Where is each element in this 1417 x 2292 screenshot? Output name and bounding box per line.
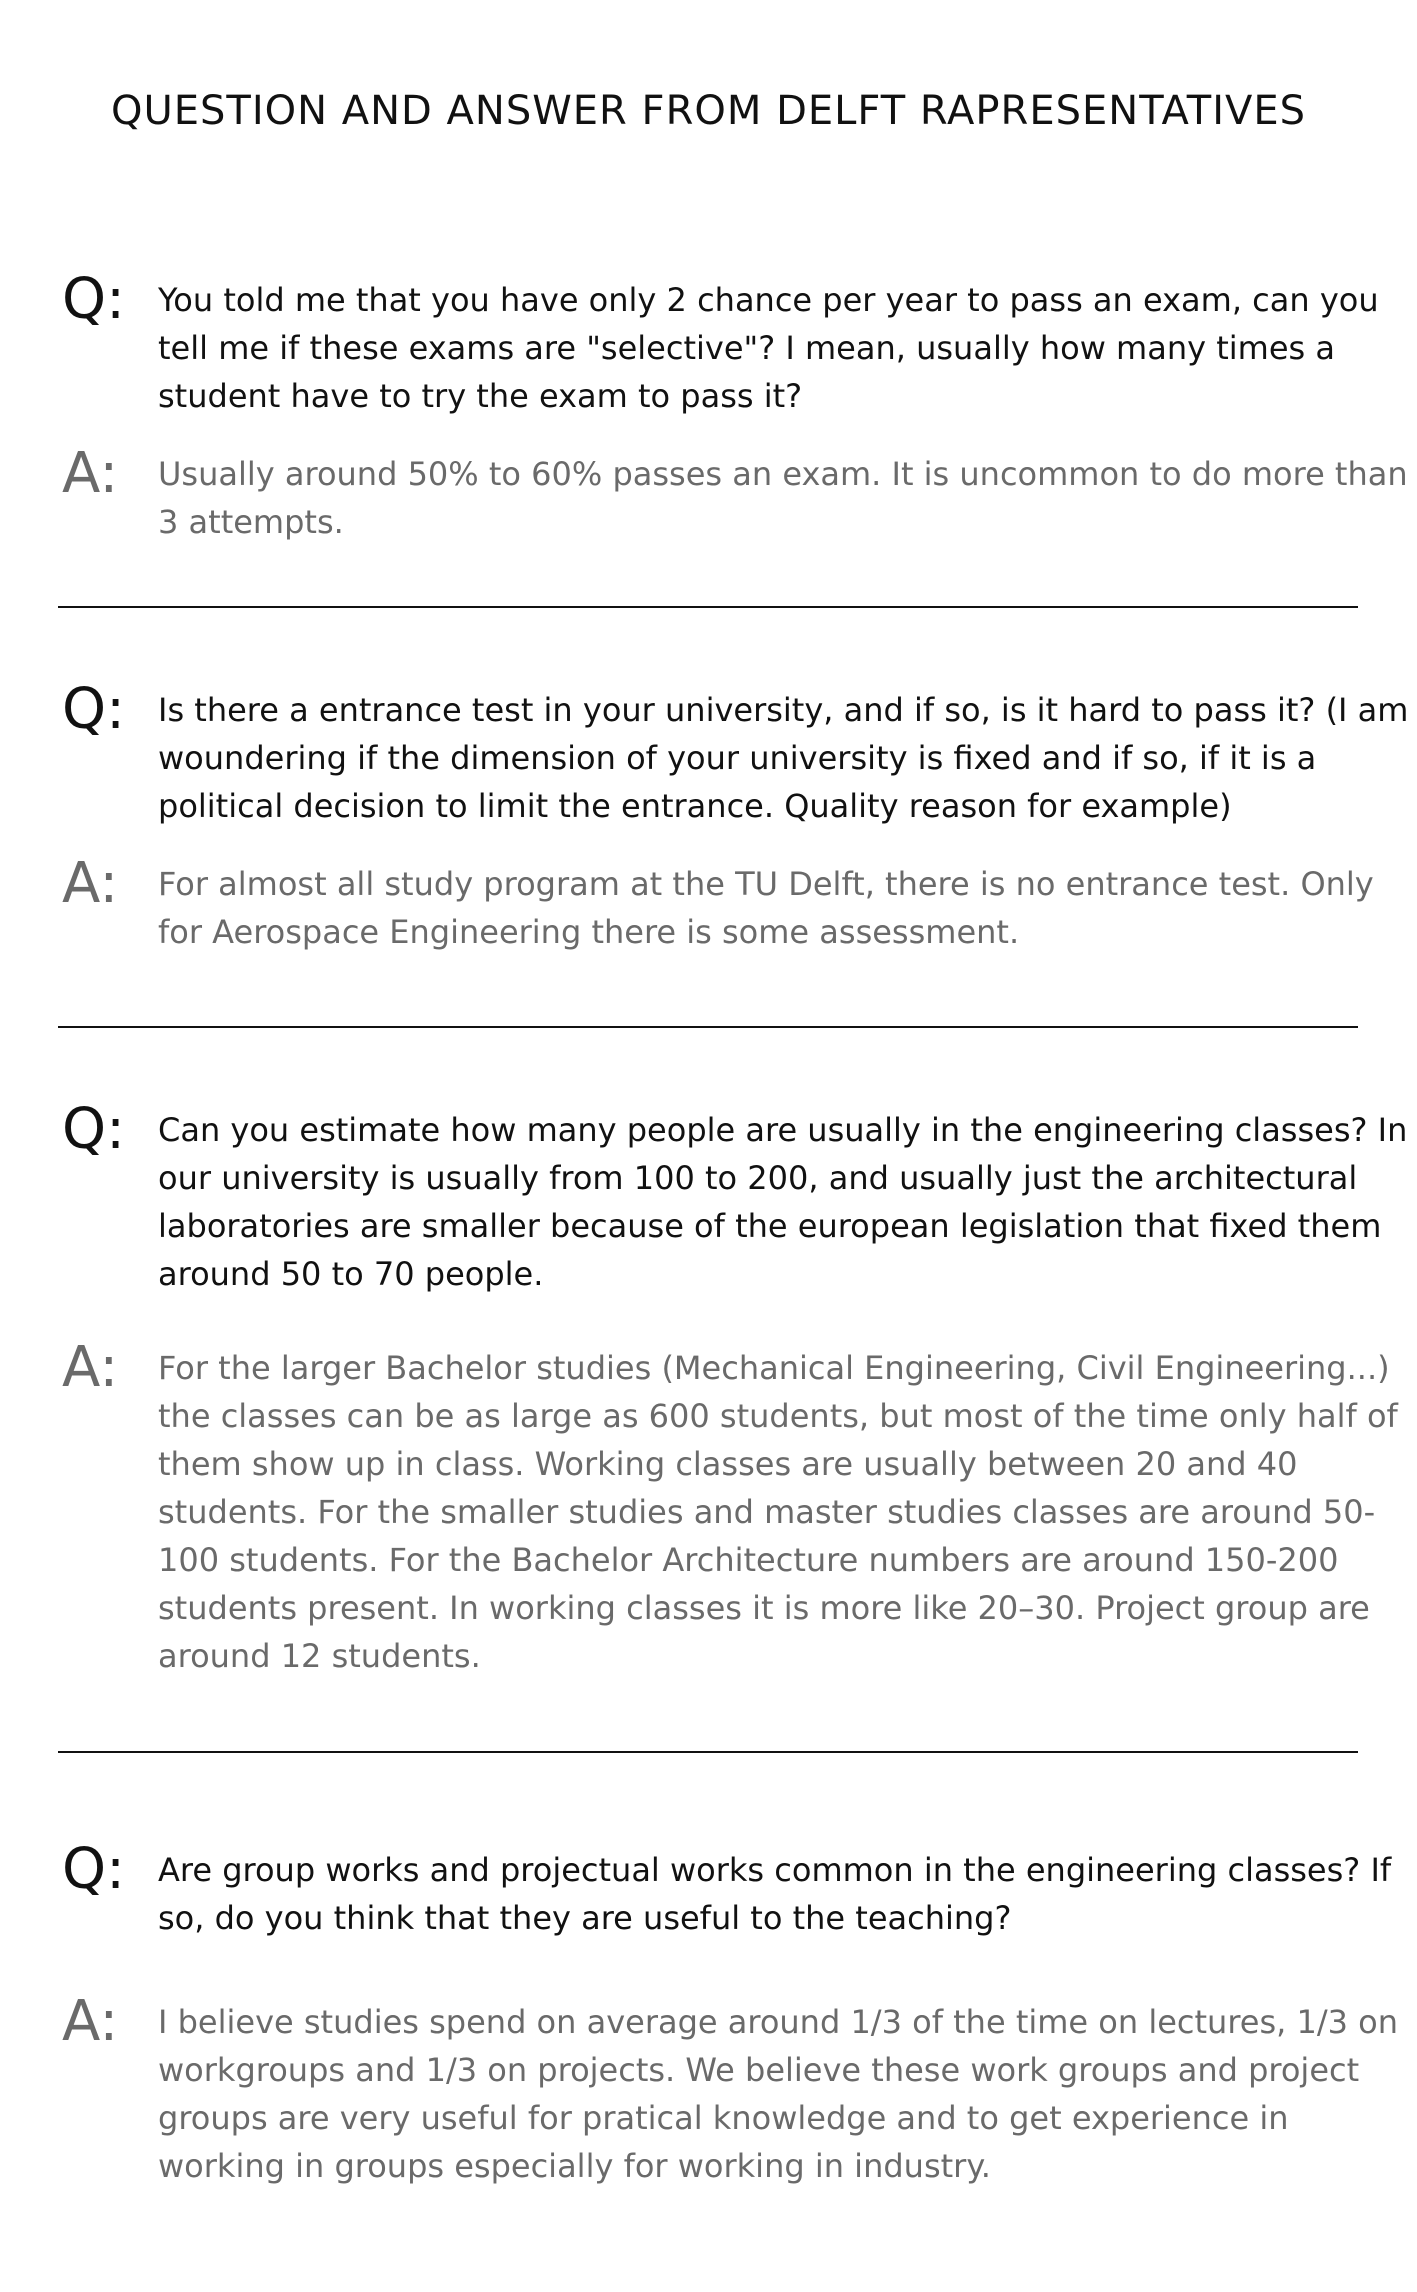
answer-text: For the larger Bachelor studies (Mechanical Engineering, Civil Engineering...) the classes can be as large as 600 students, but most of the time only half of them show up in class. Working classes are usually between 20 and 40 students. For the smaller studies and master studies classes are around 50-100 students. For the Bachelor Architecture numbers are around 150-200 students present. In working classes it is more like 20–30. Project group are around 12 students. (158, 1349, 1398, 1675)
divider (58, 1026, 1358, 1028)
question-text: Are group works and projectual works common in the engineering classes? If so, do you think that they are useful to the teaching? (158, 1851, 1392, 1937)
answer-text: I believe studies spend on average around 1/3 of the time on lectures, 1/3 on workgroups and 1/3 on projects. We believe these work groups and project groups are very useful for pratical knowledge and to get experience in working in groups especially for working in industry. (158, 2003, 1398, 2185)
answer-row (58, 1335, 1398, 1680)
divider (58, 1751, 1358, 1753)
answer-row (58, 1989, 1398, 2190)
answer-marker: A: (62, 851, 119, 916)
question-marker: Q: (62, 267, 125, 332)
divider (58, 606, 1358, 608)
question-text: Can you estimate how many people are usually in the engineering classes? In our university is usually from 100 to 200, and usually just the architectural laboratories are smaller because of the european legislation that fixed them around 50 to 70 people. (158, 1111, 1408, 1293)
question-row (58, 1837, 1392, 1942)
question-text: You told me that you have only 2 chance per year to pass an exam, can you tell me if these exams are "selective"? I mean, usually how many times a student have to try the exam to pass it? (158, 281, 1379, 415)
question-marker: Q: (62, 1097, 125, 1162)
answer-text: For almost all study program at the TU Delft, there is no entrance test. Only for Aerospace Engineering there is some assessment. (158, 865, 1374, 951)
qa-item (58, 267, 1408, 546)
qa-item (58, 1097, 1408, 1680)
qa-item (58, 677, 1409, 956)
answer-marker: A: (62, 1335, 119, 1400)
page-title: QUESTION AND ANSWER FROM DELFT RAPRESENTATIVES (110, 88, 1307, 134)
question-text: Is there a entrance test in your university, and if so, is it hard to pass it? (I am woundering if the dimension of your university is fixed and if so, if it is a political decision to limit the entrance. Quality reason for example) (158, 691, 1409, 825)
answer-text: Usually around 50% to 60% passes an exam. It is uncommon to do more than 3 attempts. (158, 455, 1408, 541)
answer-marker: A: (62, 441, 119, 506)
qa-item (58, 1837, 1398, 2190)
question-row (58, 267, 1379, 420)
question-marker: Q: (62, 1837, 125, 1902)
answer-row (58, 851, 1374, 956)
question-marker: Q: (62, 677, 125, 742)
answer-row (58, 441, 1408, 546)
answer-marker: A: (62, 1989, 119, 2054)
question-row (58, 1097, 1408, 1298)
question-row (58, 677, 1409, 830)
